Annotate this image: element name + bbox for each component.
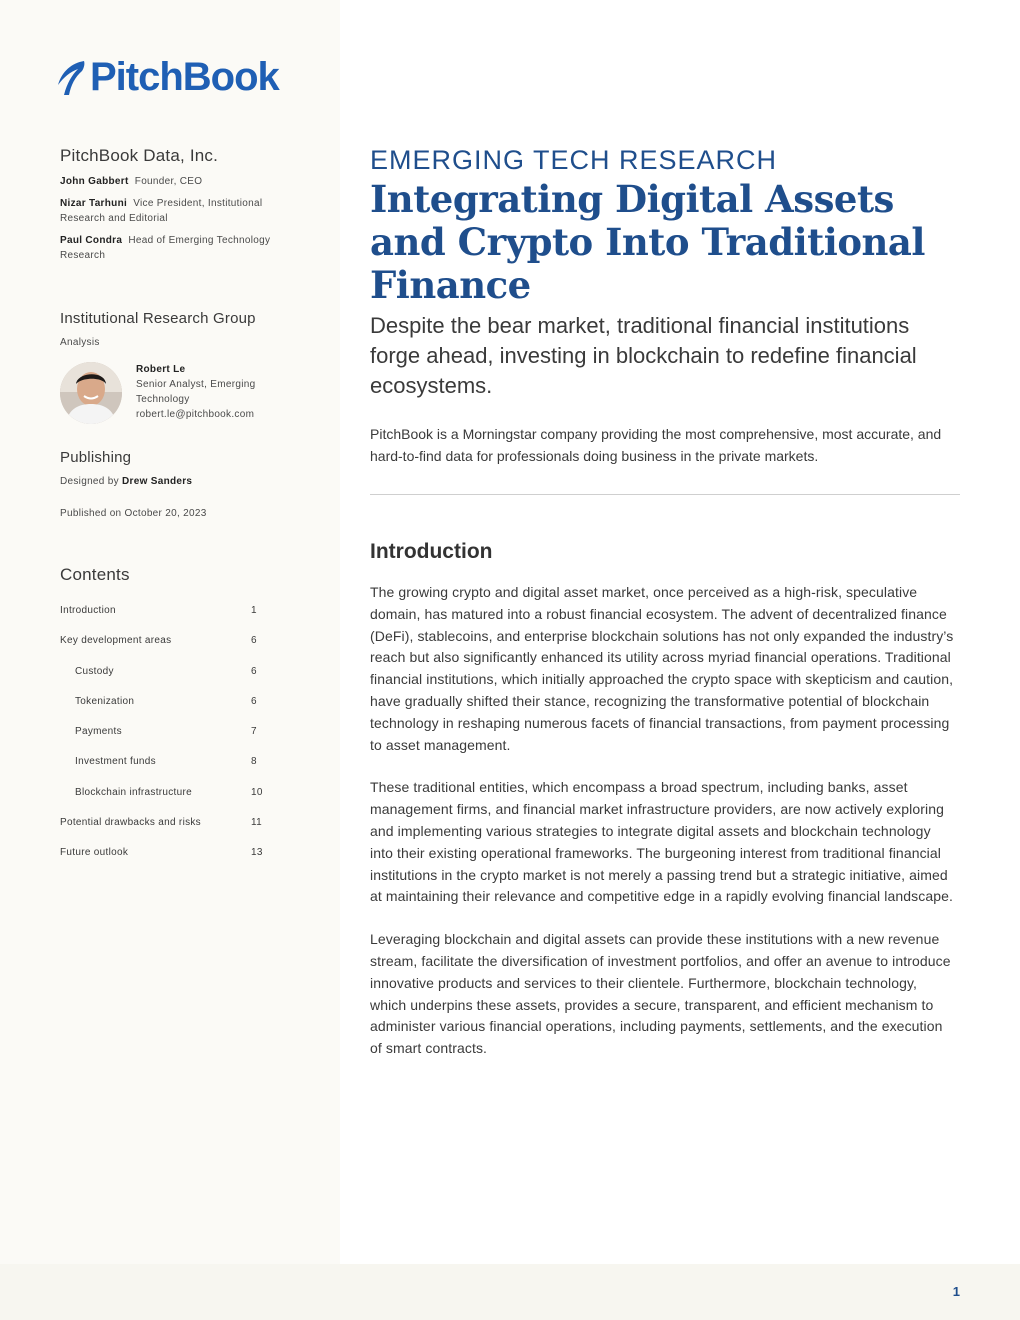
title-line: Integrating Digital Assets [370, 177, 894, 221]
company-blurb: PitchBook is a Morningstar company providing the most comprehensive, most accurate, and hard-to-find data for professionals doing business in the private markets. [370, 426, 942, 464]
analyst-name: Robert Le [136, 364, 186, 375]
title-line: Finance [370, 263, 531, 307]
person-entry [60, 233, 290, 263]
publishing-title: Publishing [60, 449, 132, 466]
company-block [60, 146, 290, 270]
person-role: Vice President, Institutional Research and Editorial [60, 198, 263, 224]
analyst-photo [60, 362, 122, 424]
designer-name: Drew Sanders [122, 476, 193, 487]
designed-prefix: Designed by [60, 476, 119, 487]
divider [370, 494, 960, 495]
research-group-block [60, 310, 290, 424]
analyst-info [136, 362, 290, 424]
toc-page: 10 [251, 786, 263, 798]
published-date: Published on October 20, 2023 [60, 508, 207, 519]
toc-page: 6 [251, 665, 257, 677]
report-subtitle: Despite the bear market, traditional financial institutions forge ahead, investing in blockchain to redefine financial ecosystems. [370, 313, 917, 398]
toc-item[interactable] [60, 817, 265, 847]
toc-item[interactable] [60, 787, 265, 817]
toc-item[interactable] [60, 696, 265, 726]
person-name: John Gabbert [60, 176, 129, 187]
toc-item[interactable] [60, 847, 265, 877]
paragraph: These traditional entities, which encompass a broad spectrum, including banks, asset management firms, and financial market infrastructure providers, are now actively exploring and implementing various strategies to integrate digital assets and blockchain technology into their existing operational frameworks. The burgeoning interest from traditional financial institutions in the crypto market is not merely a passing trend but a strategic initiative, aimed at maintaining their relevance and competitive edge in a rapidly evolving financial landscape. [370, 779, 953, 905]
toc-item[interactable] [60, 756, 265, 786]
pitchbook-leaf-icon [54, 59, 88, 97]
person-entry [60, 174, 290, 189]
avatar [60, 362, 122, 424]
person-role: Head of Emerging Technology Research [60, 235, 271, 261]
toc-item[interactable] [60, 605, 265, 635]
toc-page: 13 [251, 847, 263, 859]
toc-label: Future outlook [60, 847, 129, 859]
toc-page: 6 [251, 695, 257, 707]
page-number: 1 [952, 1284, 960, 1299]
body-text [370, 582, 955, 1060]
toc-label: Potential drawbacks and risks [60, 817, 201, 829]
pitchbook-logo [54, 55, 279, 100]
toc-page: 8 [251, 756, 257, 768]
toc-item[interactable] [60, 635, 265, 665]
paragraph: The growing crypto and digital asset market, once perceived as a high-risk, speculative domain, has matured into a robust financial ecosystem. The advent of decentralized finance (DeFi), stablecoins, and enterprise blockchain solutions has not only expanded the industry’s reach but also significantly enhanced its utility across myriad financial operations. Traditional financial institutions, which initially approached the crypto space with skepticism and caution, have gradually shifted their stance, recognizing the transformative potential of blockchain technology in reshaping numerous facets of financial transactions, from payment processing to asset management. [370, 584, 954, 753]
analyst-email[interactable]: robert.le@pitchbook.com [136, 409, 255, 420]
footer-band [0, 1264, 1020, 1320]
toc-label: Investment funds [75, 756, 156, 768]
person-role: Founder, CEO [134, 176, 203, 187]
report-title [370, 178, 962, 307]
publishing-block [60, 449, 290, 521]
section-heading: Introduction [370, 540, 493, 563]
toc-page: 11 [251, 817, 262, 829]
report-header [370, 145, 962, 467]
logo-wordmark: PitchBook [90, 55, 279, 99]
title-line: and Crypto Into Traditional [370, 220, 925, 264]
toc-item[interactable] [60, 726, 265, 756]
toc-label: Custody [75, 665, 114, 677]
toc-label: Blockchain infrastructure [75, 786, 192, 798]
designed-by [60, 474, 290, 489]
contents-block [60, 565, 265, 878]
contents-title: Contents [60, 565, 130, 584]
toc-label: Tokenization [75, 695, 135, 707]
toc-label: Payments [75, 726, 122, 738]
analyst-role: Senior Analyst, Emerging Technology [136, 379, 256, 405]
paragraph: Leveraging blockchain and digital assets can provide these institutions with a new revenue stream, facilitate the diversification of investment portfolios, and offer an avenue to introduce innovative products and services to their clientele. Furthermore, blockchain technology, which underpins these assets, provides a secure, transparent, and efficient mechanism to administer various financial operations, including payments, settlements, and the execution of smart contracts. [370, 931, 951, 1057]
toc-page: 7 [251, 726, 257, 738]
company-name: PitchBook Data, Inc. [60, 146, 219, 165]
toc-item[interactable] [60, 666, 265, 696]
toc-page: 1 [251, 605, 257, 616]
person-entry [60, 196, 290, 226]
analyst-card [60, 362, 290, 424]
toc-label: Key development areas [60, 635, 172, 647]
toc-label: Introduction [60, 605, 116, 616]
toc-page: 6 [251, 635, 257, 647]
report-kicker: EMERGING TECH RESEARCH [370, 145, 778, 175]
introduction-section [370, 540, 955, 1081]
person-name: Nizar Tarhuni [60, 198, 128, 209]
group-title: Institutional Research Group [60, 310, 256, 327]
group-subtitle: Analysis [60, 337, 100, 348]
person-name: Paul Condra [60, 235, 123, 246]
